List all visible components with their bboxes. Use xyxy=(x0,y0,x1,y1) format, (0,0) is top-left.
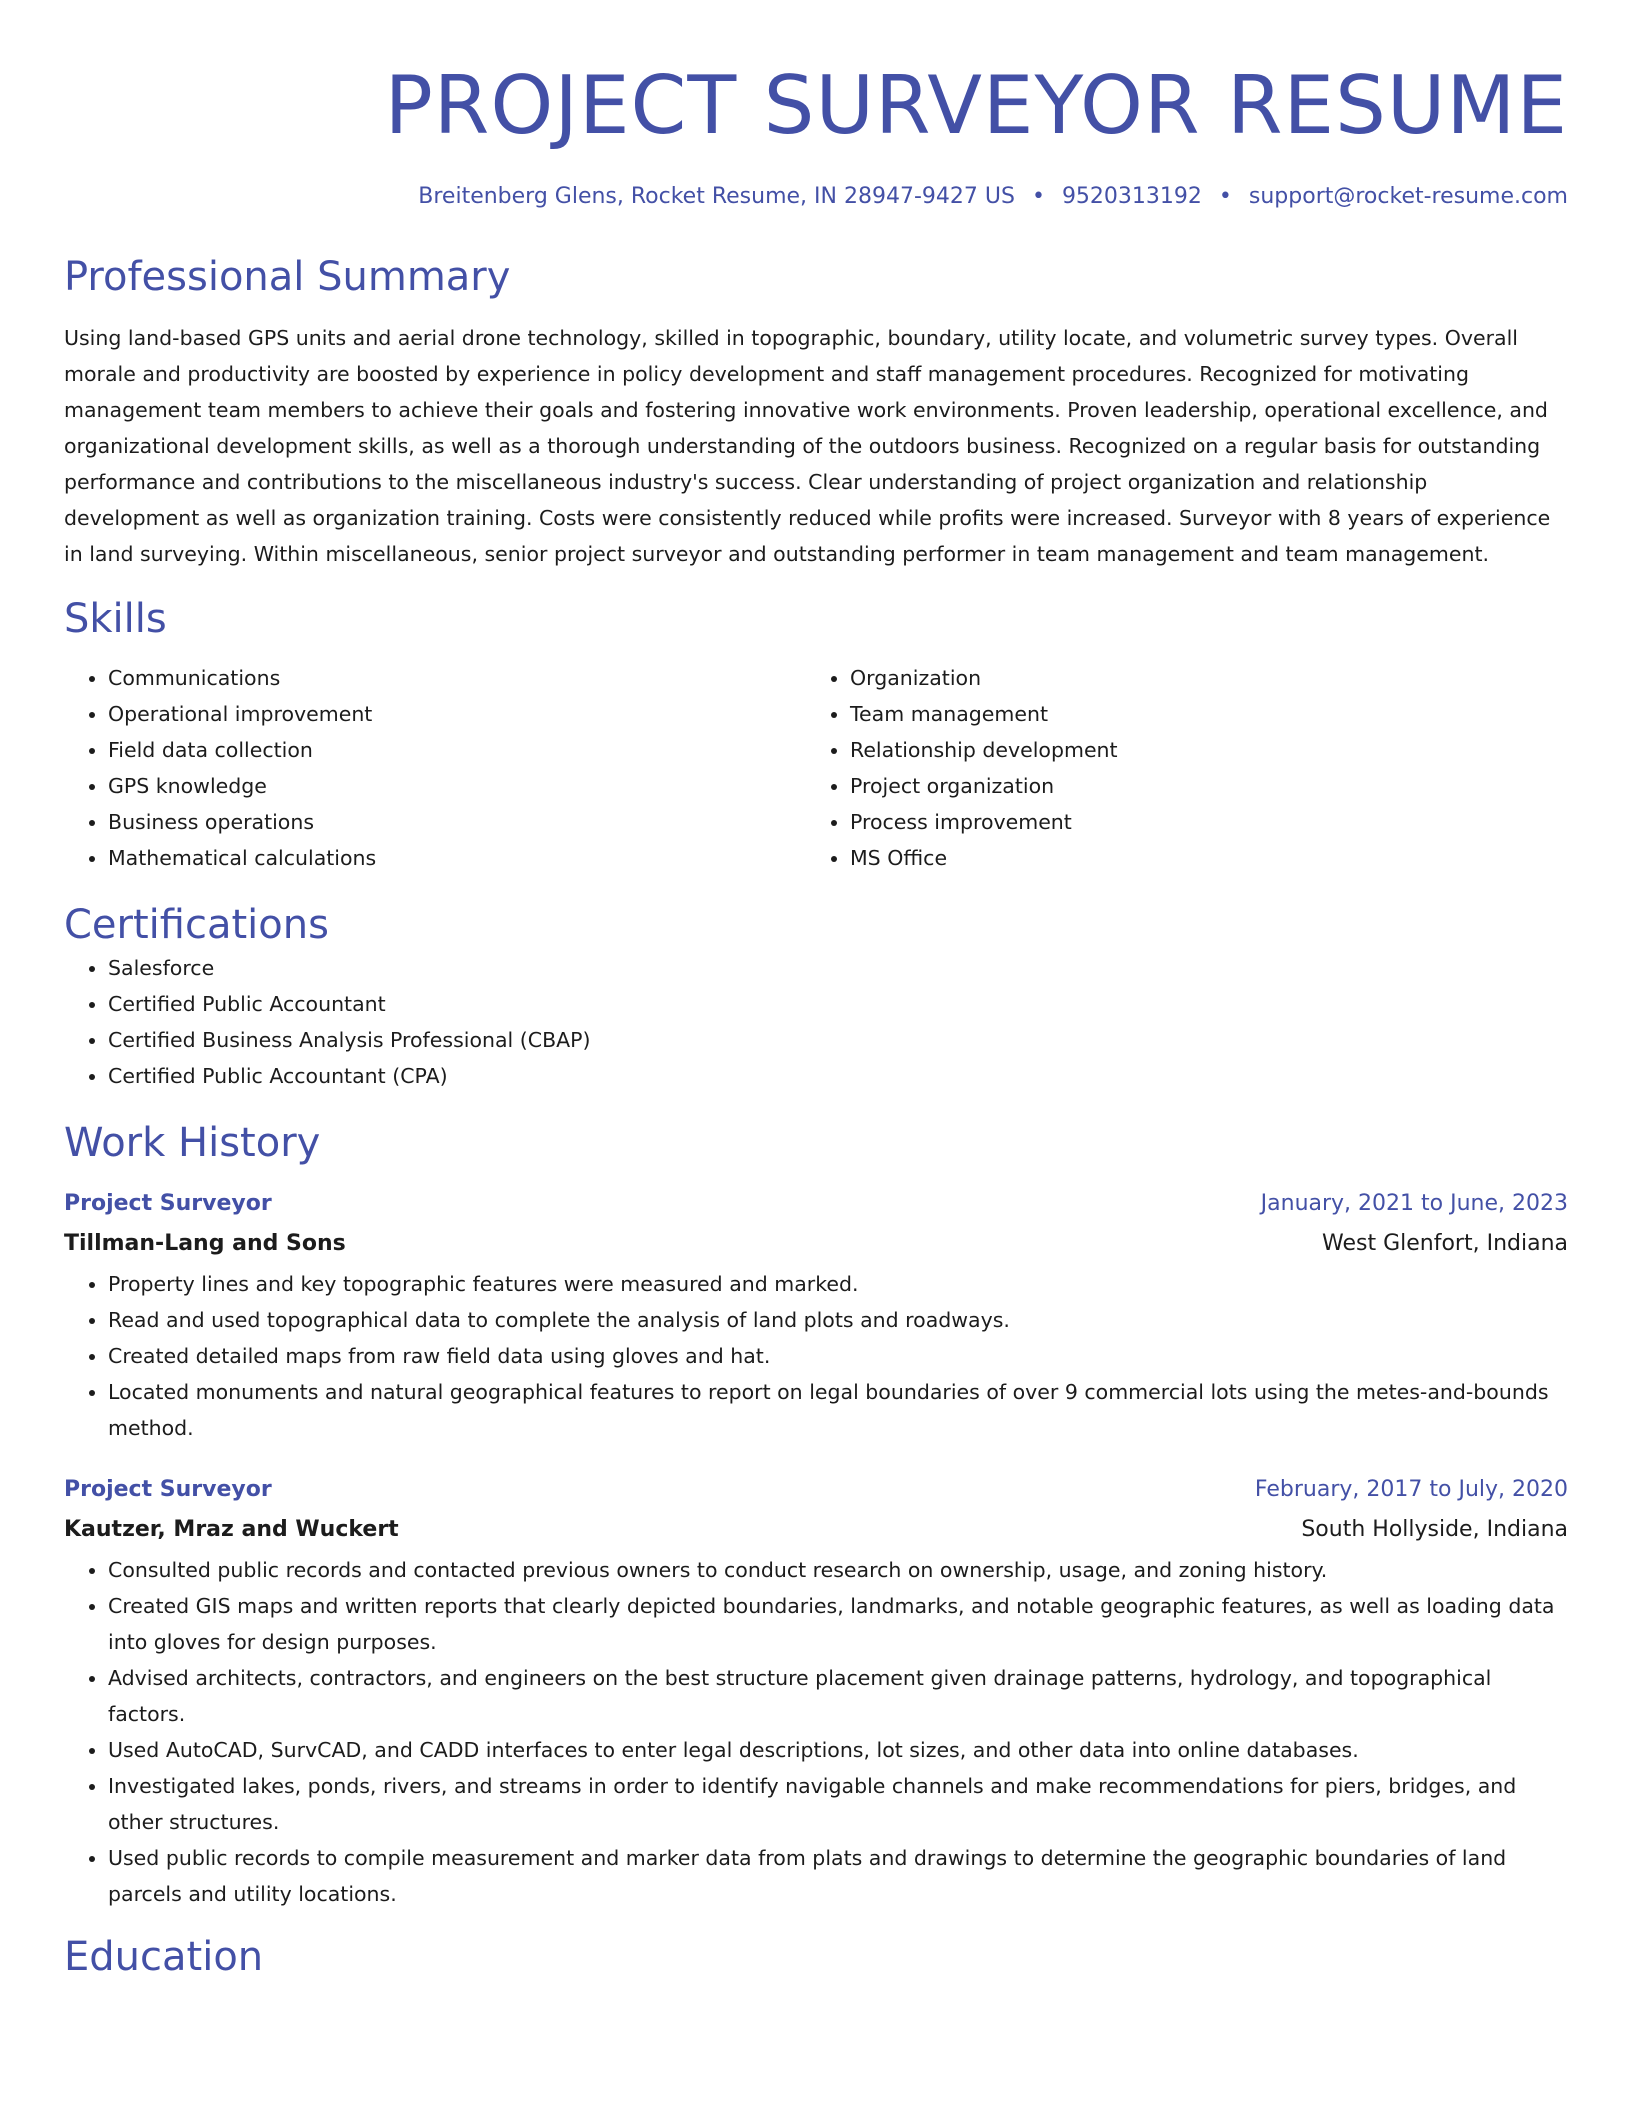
contact-phone: 9520313192 xyxy=(1061,184,1202,209)
contact-address: Breitenberg Glens, Rocket Resume, IN 28947-9427 US xyxy=(418,184,1015,209)
certification-item: • Salesforce xyxy=(108,950,1568,986)
job-bullet: • Read and used topographical data to complete the analysis of land plots and roadways. xyxy=(108,1302,1568,1338)
work-history-list xyxy=(64,1186,1568,1912)
job-dates: January, 2021 to June, 2023 xyxy=(1260,1191,1568,1216)
contact-separator: • xyxy=(1031,184,1045,209)
job-bullet: • Created GIS maps and written reports that clearly depicted boundaries, landmarks, and notable geographic features, as well as loading data into gloves for design purposes. xyxy=(108,1588,1568,1660)
certifications-list xyxy=(64,950,1568,1094)
job-entry xyxy=(64,1472,1568,1912)
certification-item: • Certified Public Accountant (CPA) xyxy=(108,1058,1568,1094)
job-bullet: • Advised architects, contractors, and engineers on the best structure placement given drainage patterns, hydrology, and topographical factors. xyxy=(108,1660,1568,1732)
job-bullet: • Located monuments and natural geographical features to report on legal boundaries of over 9 commercial lots using the metes-and-bounds method. xyxy=(108,1374,1568,1446)
skill-item: • GPS knowledge xyxy=(108,768,806,804)
certifications-heading: Certifications xyxy=(64,902,329,948)
job-bullet: • Investigated lakes, ponds, rivers, and streams in order to identify navigable channels and make recommendations for piers, bridges, and other structures. xyxy=(108,1768,1568,1840)
job-company-row xyxy=(64,1222,1568,1266)
skill-item: • Communications xyxy=(108,660,806,696)
skill-item: • Team management xyxy=(850,696,1548,732)
skill-item: • Field data collection xyxy=(108,732,806,768)
resume-page xyxy=(64,0,1568,1982)
certification-item: • Certified Public Accountant xyxy=(108,986,1568,1022)
resume-title: PROJECT SURVEYOR RESUME xyxy=(384,59,1568,152)
summary-text: Using land-based GPS units and aerial drone technology, skilled in topographic, boundary, utility locate, and volumetric survey types. Overall morale and productivity are boosted by experience in policy development and staff management procedures. Recognized for motivating management team members to achieve their goals and fostering innovative work environments. Proven leadership, operational excellence, and organizational development skills, as well as a thorough understanding of the outdoors business. Recognized on a regular basis for outstanding performance and contributions to the miscellaneous industry's success. Clear understanding of project organization and relationship development as well as organization training. Costs were consistently reduced while profits were increased. Surveyor with 8 years of experience in land surveying. Within miscellaneous, senior project surveyor and outstanding performer in team management and team management. xyxy=(64,326,1551,566)
skill-item: • Organization xyxy=(850,660,1548,696)
job-bullet: • Property lines and key topographic features were measured and marked. xyxy=(108,1266,1568,1302)
skills-list-right xyxy=(806,660,1548,876)
contact-line xyxy=(64,182,1568,212)
job-title: Project Surveyor xyxy=(64,1191,272,1216)
job-bullets xyxy=(64,1266,1568,1446)
job-header-row xyxy=(64,1186,1568,1222)
skill-item: • Operational improvement xyxy=(108,696,806,732)
job-location: South Hollyside, Indiana xyxy=(1301,1517,1568,1542)
education-heading: Education xyxy=(64,1934,264,1980)
certification-item: • Certified Business Analysis Professional (CBAP) xyxy=(108,1022,1568,1058)
skill-item: • MS Office xyxy=(850,840,1548,876)
skill-item: • Relationship development xyxy=(850,732,1548,768)
work-history-heading: Work History xyxy=(64,1120,321,1166)
skill-item: • Mathematical calculations xyxy=(108,840,806,876)
skills-grid xyxy=(64,660,1568,876)
job-company: Kautzer, Mraz and Wuckert xyxy=(64,1517,399,1542)
job-title: Project Surveyor xyxy=(64,1477,272,1502)
job-entry xyxy=(64,1186,1568,1446)
job-location: West Glenfort, Indiana xyxy=(1322,1231,1568,1256)
job-company-row xyxy=(64,1508,1568,1552)
contact-separator: • xyxy=(1218,184,1232,209)
skill-item: • Business operations xyxy=(108,804,806,840)
summary-heading: Professional Summary xyxy=(64,254,511,300)
skills-heading: Skills xyxy=(64,596,167,642)
contact-email: support@rocket-resume.com xyxy=(1248,184,1568,209)
job-bullet: • Consulted public records and contacted previous owners to conduct research on ownership, usage, and zoning history. xyxy=(108,1552,1568,1588)
skills-list-left xyxy=(64,660,806,876)
job-bullets xyxy=(64,1552,1568,1912)
skill-item: • Project organization xyxy=(850,768,1548,804)
job-company: Tillman-Lang and Sons xyxy=(64,1231,346,1256)
job-header-row xyxy=(64,1472,1568,1508)
job-bullet: • Created detailed maps from raw field data using gloves and hat. xyxy=(108,1338,1568,1374)
job-dates: February, 2017 to July, 2020 xyxy=(1254,1477,1568,1502)
skill-item: • Process improvement xyxy=(850,804,1548,840)
job-bullet: • Used AutoCAD, SurvCAD, and CADD interfaces to enter legal descriptions, lot sizes, and other data into online databases. xyxy=(108,1732,1568,1768)
job-bullet: • Used public records to compile measurement and marker data from plats and drawings to determine the geographic boundaries of land parcels and utility locations. xyxy=(108,1840,1568,1912)
